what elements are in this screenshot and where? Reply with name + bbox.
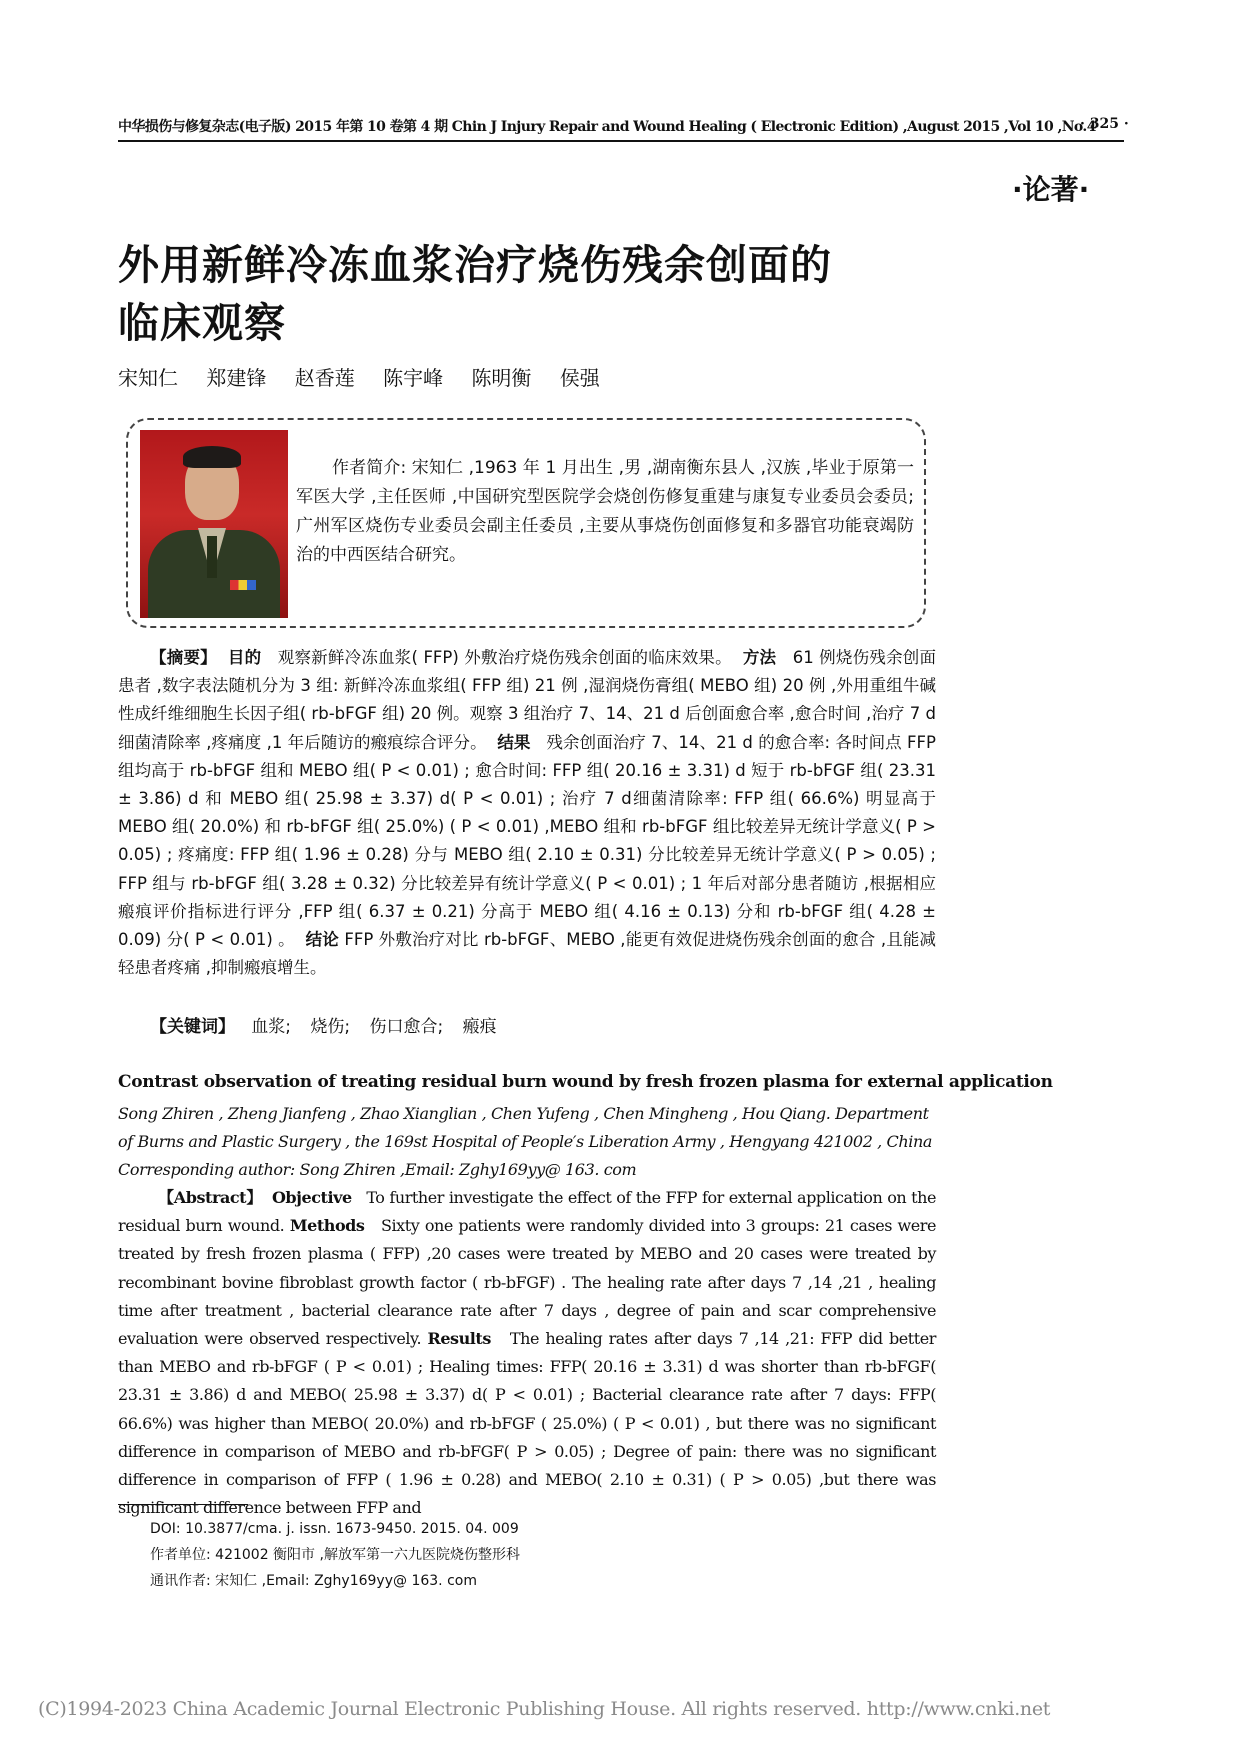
objective-label-en: Objective	[271, 1188, 352, 1207]
methods-label-en: Methods	[289, 1216, 365, 1236]
keyword: 烧伤;	[310, 1017, 351, 1037]
running-head: 中华损伤与修复杂志(电子版) 2015 年第 10 卷第 4 期 Chin J Injury Repair and Wound Healing ( Electronic Edition) ,August 2015 ,Vol 10 ,No.4	[118, 119, 1096, 135]
corresponding-line: 通讯作者: 宋知仁 ,Email: Zghy169yy@ 163. com	[150, 1573, 477, 1589]
results-text: 残余创面治疗 7、14、21 d 的愈合率: 各时间点 FFP 组均高于 rb-bFGF 组和 MEBO 组( P < 0.01) ; 愈合时间: FFP 组( 20.16 ± 3.31) d 短于 rb-bFGF 组( 23.31 ± 3.86) d 和 MEBO 组( 25.98 ± 3.37) d( P < 0.01) ; 治疗 7 d细菌清除率: FFP 组( 66.6%) 明显高于 MEBO 组( 20.0%) 和 rb-bFGF 组( 25.0%) ( P < 0.01) ,MEBO 组和 rb-bFGF 组比较差异无统计学意义( P > 0.05) ; 疼痛度: FFP 组( 1.96 ± 0.28) 分与 MEBO 组( 2.10 ± 0.31) 分比较差异无统计学意义( P > 0.05) ; FFP 组与 rb-bFGF 组( 3.28 ± 0.32) 分比较差异有统计学意义( P < 0.01) ; 1 年后对部分患者随访 ,根据相应瘢痕评价指标进行评分 ,FFP 组( 6.37 ± 0.21) 分高于 MEBO 组( 4.16 ± 0.13) 分和 rb-bFGF 组( 4.28 ± 0.09) 分( P < 0.01) 。	[118, 732, 936, 950]
keyword: 伤口愈合;	[369, 1017, 444, 1037]
results-label-en: Results	[427, 1329, 491, 1349]
header-rule	[118, 140, 1124, 142]
methods-label: 方法	[742, 648, 777, 667]
author-list	[118, 362, 622, 391]
keyword: 瘢痕	[462, 1017, 497, 1037]
author-name: 陈明衡	[471, 366, 532, 390]
author-name: 陈宇峰	[383, 366, 444, 390]
conclusion-text: FFP 外敷治疗对比 rb-bFGF、MEBO ,能更有效促进烧伤残余创面的愈合 ,且能减轻患者疼痛 ,抑制瘢痕增生。	[118, 930, 937, 978]
results-text-en: The healing rates after days 7 ,14 ,21: FFP did better than MEBO and rb-bFGF ( P < 0.01) ; Healing times: FFP( 20.16 ± 3.31) d was shorter than rb-bFGF( 23.31 ± 3.86) d and MEBO( 25.98 ± 3.37) d( P < 0.01) ; Bacterial clearance rate after 7 days: FFP( 66.6%) was higher than MEBO( 20.0%) and rb-bFGF ( 25.0%) ( P < 0.01) , but there was no significant difference in comparison of MEBO and rb-bFGF( P > 0.05) ; Degree of pain: there was no significant difference in comparison of FFP ( 1.96 ± 0.28) and MEBO( 2.10 ± 0.31) ( P > 0.05) ,but there was significant difference between FFP and	[118, 1329, 936, 1518]
methods-text: 61 例烧伤残余创面患者 ,数字表法随机分为 3 组: 新鲜冷冻血浆组( FFP 组) 21 例 ,湿润烧伤膏组( MEBO 组) 20 例 ,外用重组牛碱性成纤维细胞生长因子组( rb-bFGF 组) 20 例。观察 3 组治疗 7、14、21 d 后创面愈合率 ,愈合时间 ,治疗 7 d 细菌清除率 ,疼痛度 ,1 年后随访的瘢痕综合评分。	[118, 648, 937, 752]
english-abstract	[118, 1184, 936, 1522]
article-title	[118, 236, 918, 352]
copyright-watermark: (C)1994-2023 China Academic Journal Electronic Publishing House. All rights reserved. http://www.cnki.net	[38, 1698, 1051, 1720]
english-author-affiliation: Song Zhiren , Zheng Jianfeng , Zhao Xianglian , Chen Yufeng , Chen Mingheng , Hou Qiang. Department of Burns and Plastic Surgery , the 169st Hospital of People′s Liberation Army , Hengyang 421002 , China	[118, 1104, 933, 1151]
chinese-keywords	[150, 1012, 511, 1037]
methods-text-en: Sixty one patients were randomly divided into 3 groups: 21 cases were treated by fresh frozen plasma ( FFP) ,20 cases were treated by MEBO and 20 cases were treated by recombinant bovine fibroblast growth factor ( rb-bFGF) . The healing rate after days 7 ,14 ,21 , healing time after treatment , bacterial clearance rate after 7 days , degree of pain and scar comprehensive evaluation were observed respectively.	[118, 1216, 936, 1349]
abstract-label-en: 【Abstract】	[158, 1188, 263, 1207]
chinese-abstract	[118, 644, 936, 982]
objective-label: 目的	[227, 648, 262, 667]
english-title: Contrast observation of treating residual burn wound by fresh frozen plasma for external application	[118, 1072, 1053, 1092]
abstract-label: 【摘要】	[150, 648, 217, 667]
author-name: 郑建锋	[206, 366, 267, 390]
title-line-2: 临床观察	[118, 299, 286, 347]
english-authors	[118, 1100, 936, 1184]
title-line-1: 外用新鲜冷冻血浆治疗烧伤残余创面的	[118, 241, 832, 289]
english-corresponding-author: Corresponding author: Song Zhiren ,Email: Zghy169yy@ 163. com	[118, 1160, 637, 1179]
doi-line: DOI: 10.3877/cma. j. issn. 1673-9450. 2015. 04. 009	[150, 1521, 519, 1537]
footnotes	[150, 1516, 520, 1594]
objective-text: 观察新鲜冷冻血浆( FFP) 外敷治疗烧伤残余创面的临床效果。	[277, 648, 732, 667]
author-photo	[140, 430, 288, 618]
section-label: ·论著·	[1012, 173, 1090, 206]
keyword: 血浆;	[251, 1017, 291, 1037]
author-bio-text: 作者简介: 宋知仁 ,1963 年 1 月出生 ,男 ,湖南衡东县人 ,汉族 ,毕业于原第一军医大学 ,主任医师 ,中国研究型医院学会烧创伤修复重建与康复专业委员会委员; 广州军区烧伤专业委员会副主任委员 ,主要从事烧伤创面修复和多器官功能衰竭防治的中西医结合研究。	[296, 458, 914, 565]
results-label: 结果	[497, 732, 531, 752]
author-name: 侯强	[559, 366, 600, 390]
affiliation-line: 作者单位: 421002 衡阳市 ,解放军第一六九医院烧伤整形科	[150, 1547, 520, 1563]
objective-text-en: To further investigate the effect of the FFP for external application on the residual burn wound.	[118, 1188, 936, 1236]
author-name: 宋知仁	[118, 366, 178, 390]
page-number: · 325 ·	[1080, 116, 1129, 132]
keywords-label: 【关键词】	[150, 1017, 235, 1037]
footnote-rule	[118, 1504, 248, 1505]
conclusion-label: 结论	[305, 930, 339, 950]
author-name: 赵香莲	[294, 366, 355, 390]
